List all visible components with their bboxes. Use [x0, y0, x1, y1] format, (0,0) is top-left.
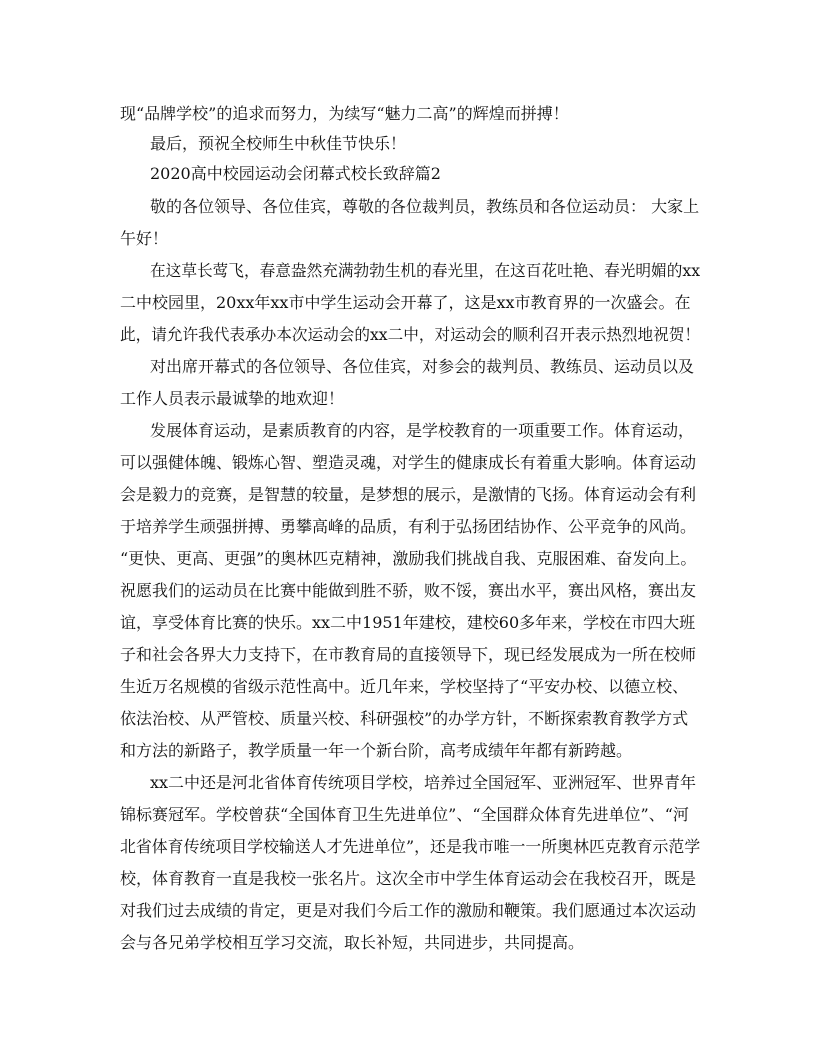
- text-line: 对出席开幕式的各位领导、各位佳宾，对参会的裁判员、教练员、运动员以及: [150, 357, 695, 376]
- text-line: “更快、更高、更强”的奥林匹克精神，激励我们挑战自我、克服困难、奋发向上。: [120, 549, 697, 568]
- text-line: 和方法的新路子，教学质量一年一个新台阶，高考成绩年年都有新跨越。: [120, 741, 633, 760]
- text-line: 现“品牌学校”的追求而努力，为续写“魅力二高”的辉煌而拼搏！: [120, 104, 569, 123]
- text-line: 生近万名规模的省级示范性高中。近几年来，学校坚持了“平安办校、以德立校、: [120, 677, 689, 696]
- text-line: 最后，预祝全校师生中秋佳节快乐！: [150, 134, 407, 153]
- text-line: 于培养学生顽强拼搏、勇攀高峰的品质，有利于弘扬团结协作、公平竞争的风尚。: [120, 517, 697, 536]
- text-line: xx二中还是河北省体育传统项目学校，培养过全国冠军、亚洲冠军、世界青年: [150, 773, 697, 792]
- text-line: 午好！: [120, 229, 169, 248]
- text-line: 会与各兄弟学校相互学习交流，取长补短，共同进步，共同提高。: [120, 933, 585, 952]
- text-line: 发展体育运动，是素质教育的内容，是学校教育的一项重要工作。体育运动，: [150, 421, 695, 440]
- text-line: 北省体育传统项目学校输送人才先进单位”，还是我市唯一一所奥林匹克教育示范学: [120, 837, 701, 856]
- text-line: 锦标赛冠军。学校曾获“全国体育卫生先进单位”、“全国群众体育先进单位”、“河: [120, 805, 689, 824]
- text-line: 祝愿我们的运动员在比赛中能做到胜不骄，败不馁，赛出水平，赛出风格，赛出友: [120, 581, 697, 600]
- text-line: 子和社会各界大力支持下，在市教育局的直接领导下，现已经发展成为一所在校师: [120, 645, 697, 664]
- text-line: 依法治校、从严管校、质量兴校、科研强校”的办学方针，不断探索教育教学方式: [120, 709, 689, 728]
- text-line: 敬的各位领导、各位佳宾，尊敬的各位裁判员，教练员和各位运动员： 大家上: [150, 197, 700, 216]
- text-line: 校，体育教育一直是我校一张名片。这次全市中学生体育运动会在我校召开，既是: [120, 869, 697, 888]
- text-line: 会是毅力的竞赛，是智慧的较量，是梦想的展示，是激情的飞扬。体育运动会有利: [120, 485, 697, 504]
- text-line: 谊，享受体育比赛的快乐。xx二中1951年建校，建校60多年来，学校在市四大班: [120, 613, 696, 632]
- text-line: 在这草长莺飞，春意盎然充满勃勃生机的春光里，在这百花吐艳、春光明媚的xx: [150, 261, 701, 280]
- text-line: 对我们过去成绩的肯定，更是对我们今后工作的激励和鞭策。我们愿通过本次运动: [120, 901, 697, 920]
- text-line: 此，请允许我代表承办本次运动会的xx二中，对运动会的顺利召开表示热烈地祝贺！: [120, 325, 701, 344]
- text-line: 可以强健体魄、锻炼心智、塑造灵魂，对学生的健康成长有着重大影响。体育运动: [120, 453, 697, 472]
- section-heading: 2020高中校园运动会闭幕式校长致辞篇2: [150, 164, 441, 183]
- text-line: 工作人员表示最诚挚的地欢迎！: [120, 389, 345, 408]
- text-line: 二中校园里，20xx年xx市中学生运动会开幕了，这是xx市教育界的一次盛会。在: [120, 293, 691, 312]
